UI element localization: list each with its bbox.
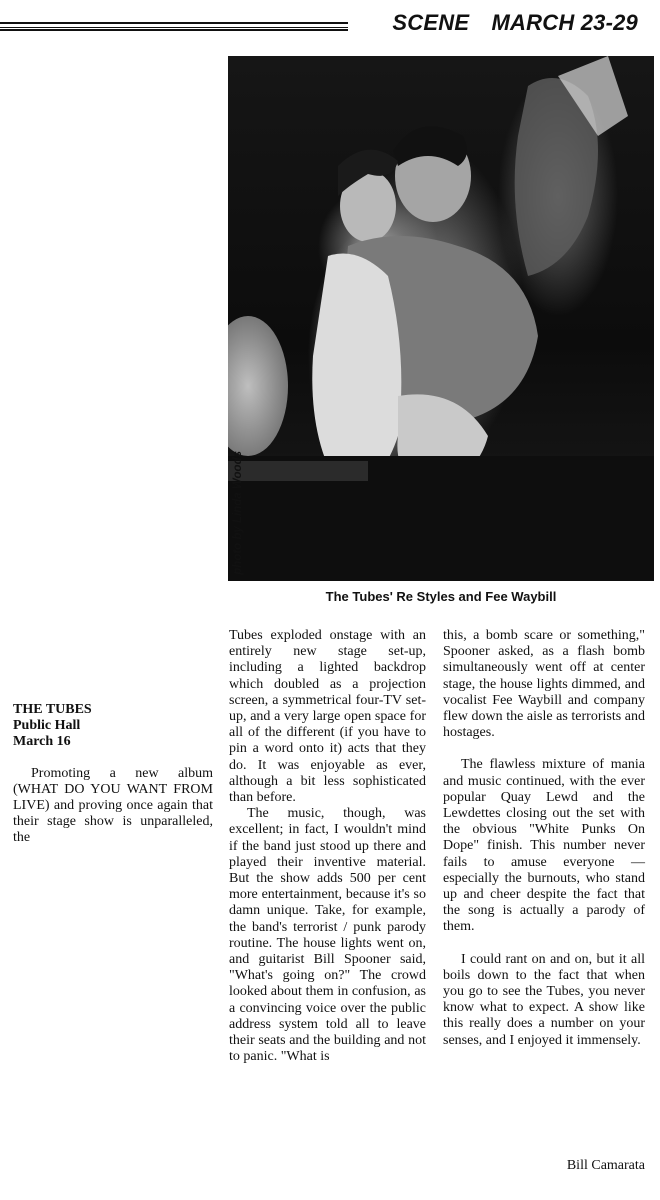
- article-paragraph: this, a bomb scare or something," Spooner asked, as a flash bomb simultaneously went off at center stage, the house lights dimmed, and vocalist Fee Waybill and company flew down the aisle as terrorists and hostages.: [443, 628, 645, 741]
- photo-credit: photo by Linda Woods: [232, 451, 244, 575]
- article-column-2: [229, 628, 426, 1065]
- article-paragraph: The flawless mixture of mania and music continued, with the ever popular Quay Lewd and the Lewdettes closing out the set with the obvious "White Punks On Dope" finish. This number never fails to amuse everyone — especially the burnouts, who stand up and cheer despite the fact that the song is actually a parody of them.: [443, 757, 645, 935]
- photo-figures: [228, 56, 654, 581]
- article-lede: Promoting a new album (WHAT DO YOU WANT FROM LIVE) and proving once again that their stage show is unparalleled, the: [13, 766, 213, 845]
- photo-caption: The Tubes' Re Styles and Fee Waybill: [325, 589, 557, 604]
- byline: Bill Camarata: [566, 1158, 645, 1173]
- article-paragraph: The music, though, was excellent; in fact, I wouldn't mind if the band just stood up there and played their inventive material. But the show adds 500 per cent more entertainment, because it's so damn unique. Take, for example, the band's terrorist / punk parody routine. The house lights went on, and guitarist Bill Spooner said, "What's going on?" The crowd looked about them in confusion, as a convincing voice over the public address system told all to leave their seats and the building and not to panic. "What is: [229, 806, 426, 1065]
- header-rule: [0, 22, 348, 31]
- review-info: [13, 702, 213, 846]
- article-paragraph: Tubes exploded onstage with an entirely new stage set-up, including a lighted backdrop which doubled as a projection screen, a symmetrical four-TV set-up, and a very large open space for all of the different (if you have to pin a word onto it) acts that they do. It was enjoyable as ever, although a bit less sophisticated than before.: [229, 628, 426, 806]
- band-name: THE TUBES: [13, 702, 92, 717]
- article-column-3: [443, 628, 645, 1049]
- page-header: [392, 10, 638, 36]
- article-paragraph: I could rant on and on, but it all boils down to the fact that when you go to see the Tubes, you never know what to expect. A show like this really does a number on your senses, and I enjoyed it immensely.: [443, 951, 645, 1048]
- issue-dates: MARCH 23-29: [491, 10, 638, 35]
- show-date: March 16: [13, 734, 71, 749]
- venue-name: Public Hall: [13, 718, 81, 733]
- concert-photo: [228, 56, 654, 581]
- section-name: SCENE: [392, 10, 470, 35]
